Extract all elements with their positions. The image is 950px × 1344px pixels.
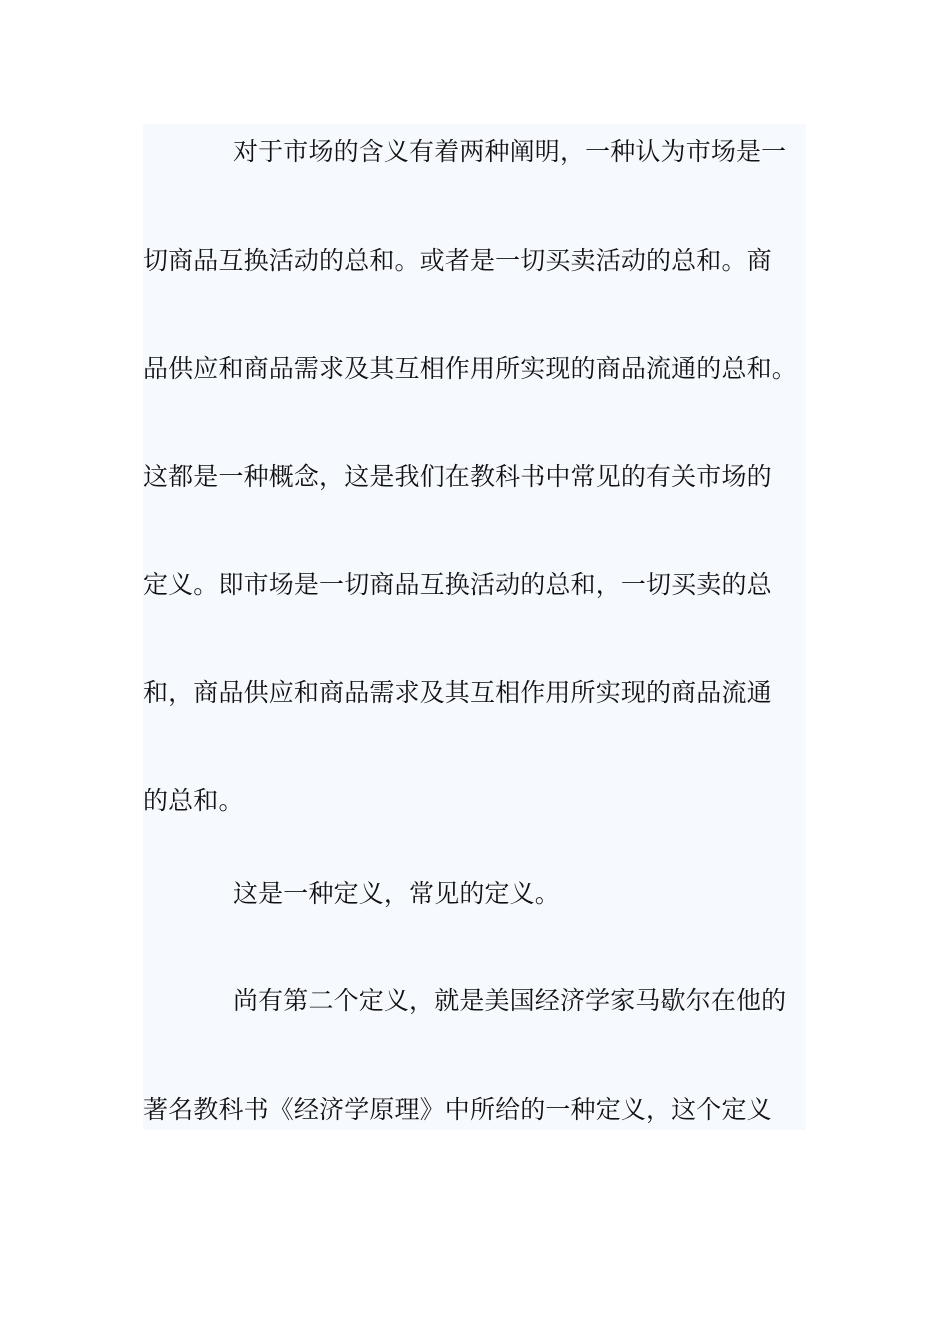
paragraph-1-line-3: 品供应和商品需求及其互相作用所实现的商品流通的总和。 (143, 354, 797, 383)
paragraph-1-line-2: 切商品互换活动的总和。或者是一切买卖活动的总和。商 (143, 246, 772, 275)
paragraph-1-line-4: 这都是一种概念，这是我们在教科书中常见的有关市场的 (143, 462, 772, 491)
document-text-block (143, 124, 806, 1130)
paragraph-1-line-6: 和，商品供应和商品需求及其互相作用所实现的商品流通 (143, 678, 772, 707)
paragraph-1-line-7: 的总和。 (143, 786, 244, 815)
paragraph-1-line-5: 定义。即市场是一切商品互换活动的总和，一切买卖的总 (143, 570, 772, 599)
paragraph-1-line-1: 对于市场的含义有着两种阐明，一种认为市场是一 (233, 137, 787, 166)
paragraph-3-line-1: 尚有第二个定义，就是美国经济学家马歇尔在他的 (233, 986, 787, 1015)
paragraph-3-line-2: 著名教科书《经济学原理》中所给的一种定义，这个定义 (143, 1095, 772, 1124)
paragraph-2-line-1: 这是一种定义，常见的定义。 (233, 879, 560, 908)
